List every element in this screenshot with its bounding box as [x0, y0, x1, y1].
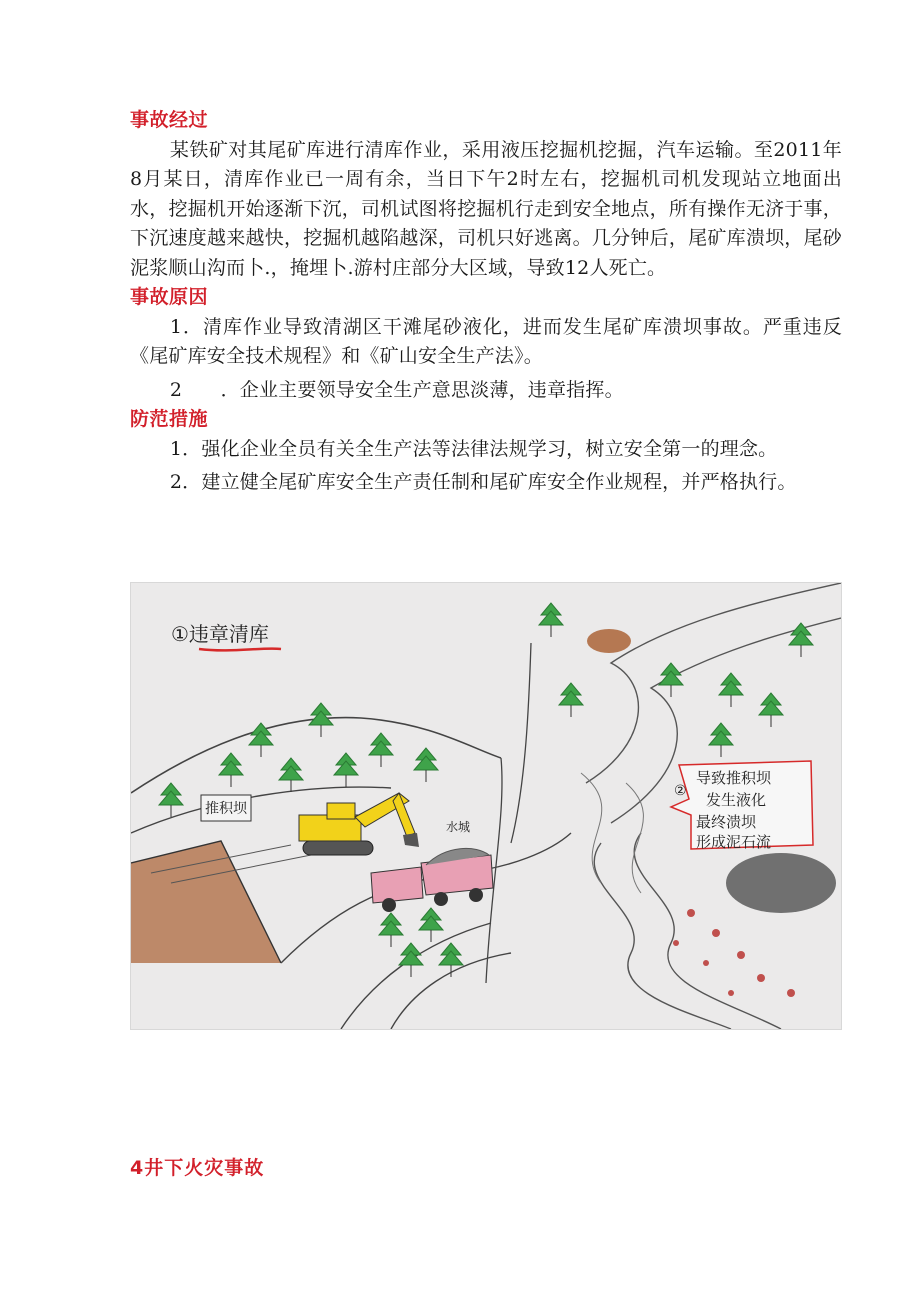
cause-item-2: 2 ．企业主要领导安全生产意思淡薄，违章指挥。 [169, 378, 624, 401]
dam-rock [587, 629, 631, 653]
label-step-2: ② [674, 783, 687, 799]
illustration-drawing [131, 583, 841, 1029]
next-section-title: 4井下火灾事故 [130, 1157, 265, 1179]
process-paragraph: 某铁矿对其尾矿库进行清库作业，采用液压挖掘机挖掘，汽车运输。至2011年8月某日，清库作业已一周有余，当日下午2时左右，挖掘机司机发现站立地面出水，挖掘机开始逐渐下沉，司机试图将挖掘机行走到安全地点，所有操作无济于事，下沉速度越来越快，挖掘机越陷越深，司机只好逃离。几分钟后，尾矿库溃坝，尾砂泥浆顺山沟而卜.，掩埋卜.游村庄部分大区域，导致12人死亡。 [130, 138, 842, 279]
note-line-2: 发生液化 [706, 791, 767, 809]
heading-process: 事故经过 [130, 109, 209, 131]
prevention-item-2: 2．建立健全尾矿库安全生产责任制和尾矿库安全作业规程，并严格执行。 [169, 471, 797, 493]
note-line-4: 形成泥石流 [696, 833, 772, 851]
cause-item-1: 1．清库作业导致清湖区干滩尾砂液化，进而发生尾矿库溃坝事故。严重违反《尾矿库安全技术规程》和《矿山安全生产法》。 [130, 315, 842, 367]
accident-illustration [130, 582, 842, 1030]
note-line-1: 导致推积坝 [696, 769, 772, 787]
note-line-3: 最终溃坝 [696, 813, 757, 831]
heading-cause: 事故原因 [130, 286, 209, 308]
prevention-item-1: 1．强化企业全员有关全生产法等法律法规学习，树立安全第一的理念。 [169, 437, 778, 460]
label-water: 水城 [446, 820, 471, 834]
label-illegal-clearing: ①违章清库 [171, 622, 269, 646]
accident-report [130, 106, 842, 498]
label-tailings-dam: 推积坝 [205, 801, 247, 817]
heading-prevention: 防范措施 [130, 408, 209, 430]
mudflow-debris [726, 853, 836, 913]
